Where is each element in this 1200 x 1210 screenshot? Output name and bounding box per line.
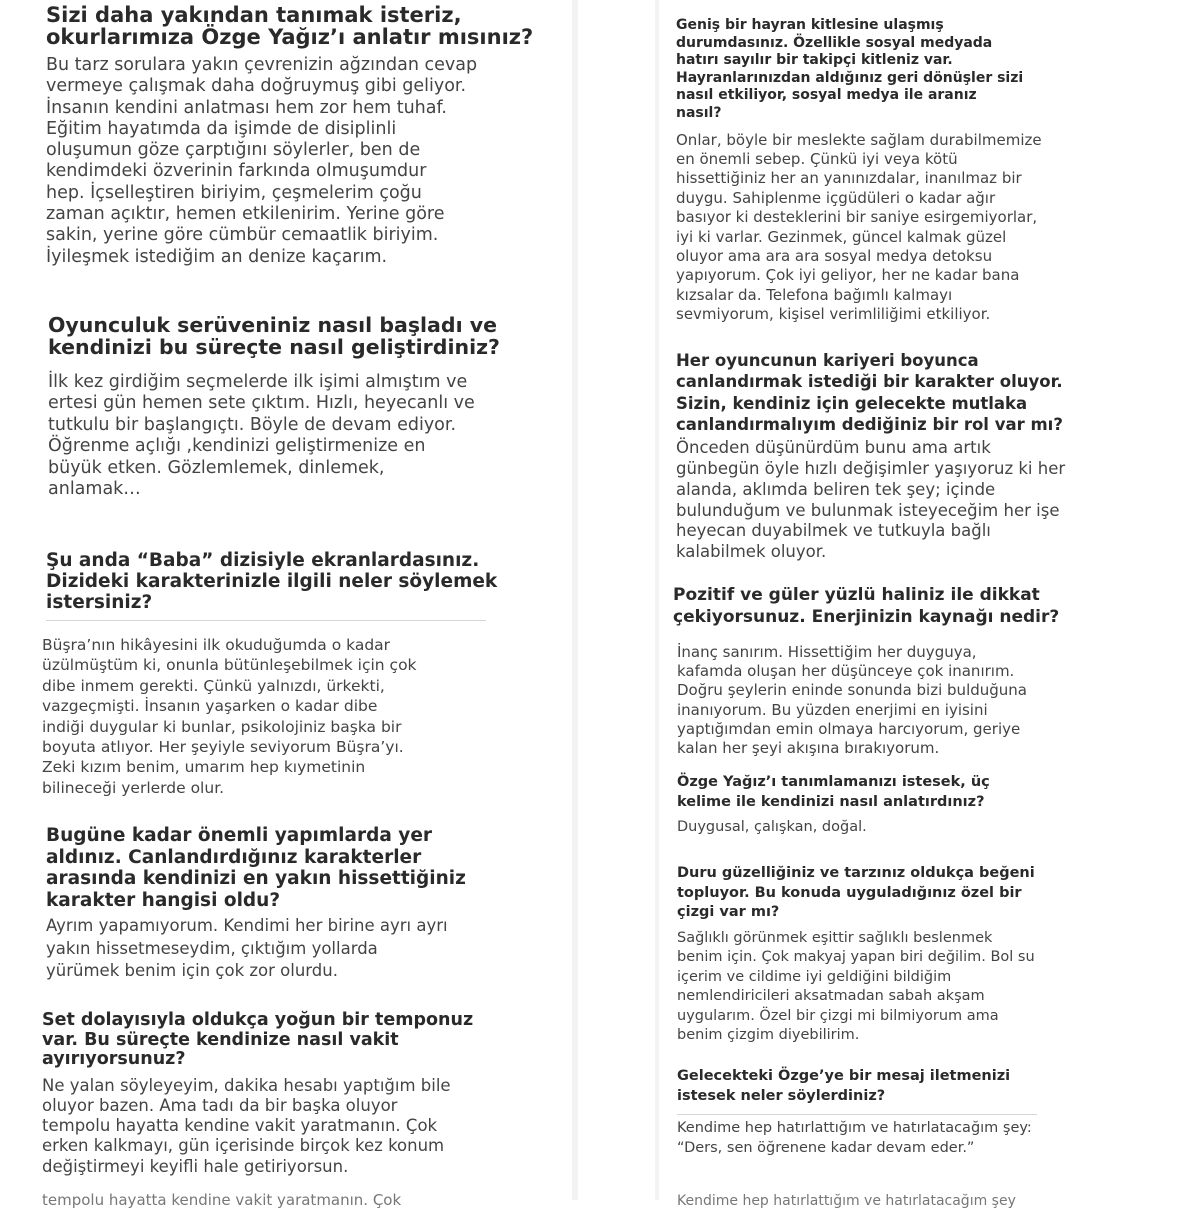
answer-text: Sağlıklı görünmek eşittir sağlıklı beslenmek benim için. Çok makyaj yapan biri değilim. Bol su içerim ve cildime iyi geldiğini bildiğim nemlendiricileri aksatmadan sabah akşam uygularım. Özel bir çizgi mi bilmiyorum ama benim çizgim diyebilirim.: [677, 929, 1035, 1043]
right-qa-5: [677, 864, 1177, 1046]
question-heading: Özge Yağız’ı tanımlamanızı istesek, üç kelime ile kendinizi nasıl anlatırdınız?: [677, 774, 990, 810]
right-qa-2: [676, 350, 1176, 563]
answer-text: Büşra’nın hikâyesini ilk okuduğumda o kadar üzülmüştüm ki, onunla bütünleşebilmek için çok dibe inmem gerekti. Çünkü yalnızdı, ürkekti, vazgeçmişti. İnsanın yaşarken o kadar dibe indiği duygular ki bunlar, psikolojiniz başka bir boyuta atlıyor. Her şeyiyle seviyorum Büşra’yı. Zeki kızım benim, umarım hep kıymetinin bilineceği yerlerde olur.: [42, 636, 417, 797]
left-qa-2: [48, 314, 568, 500]
question-heading: Pozitif ve güler yüzlü haliniz ile dikkat çekiyorsunuz. Enerjinizin kaynağı nedir?: [673, 585, 1060, 627]
right-qa-4: [677, 772, 1177, 837]
answer-text: Kendime hep hatırlattığım ve hatırlatacağım şey: “Ders, sen öğrenene kadar devam eder.”: [677, 1120, 1032, 1156]
question-heading: Set dolayısıyla oldukça yoğun bir temponuz var. Bu süreçte kendinize nasıl vakit ayırıyorsunuz?: [42, 1010, 474, 1069]
right-qa-1: [676, 17, 1176, 325]
divider: [677, 1114, 1037, 1115]
answer-text: Duygusal, çalışkan, doğal.: [677, 819, 867, 835]
answer-text: Önceden düşünürdüm bunu ama artık günbegün öyle hızlı değişimler yaşıyoruz ki her alanda, aklımda beliren tek şey; içinde bulunduğum ve bulunmak isteyeceğim her işe heyecan duyabilmek ve tutkuyla bağlı kalabilmek oluyor.: [676, 438, 1066, 562]
cropped-line-right: Kendime hep hatırlattığım ve hatırlatacağım şey: [677, 1193, 1016, 1209]
divider: [46, 620, 486, 621]
question-heading: Geniş bir hayran kitlesine ulaşmış durumdasınız. Özellikle sosyal medyada hatırı sayılır bir takipçi kitleniz var. Hayranlarınızdan aldığınız geri dönüşler sizi nasıl etkiliyor, sosyal medya ile aranız nasıl?: [676, 17, 1024, 121]
question-heading: Sizi daha yakından tanımak isteriz, okurlarımıza Özge Yağız’ı anlatır mısınız?: [46, 3, 534, 49]
answer-text: Onlar, böyle bir meslekte sağlam durabilmemize en önemli sebep. Çünkü iyi veya kötü hissettiğiniz her an yanınızdalar, inanılmaz bir duygu. Sahiplenme içgüdüleri o kadar ağır basıyor ki desteklerini bir saniye esirgemiyorlar, iyi ki varlar. Gezinmek, güncel kalmak güzel oluyor ama ara ara sosyal medya detoksu yapıyorum. Çok iyi geliyor, her ne kadar bana kızsalar da. Telefona bağımlı kalmayı sevmiyorum, kişisel verimliliğimi etkiliyor.: [676, 130, 1042, 324]
answer-text: Ne yalan söyleyeyim, dakika hesabı yaptığım bile oluyor bazen. Ama tadı da bir başka oluyor tempolu hayatta kendine vakit yaratmanın. Çok erken kalkmayı, gün içerisinde birçok kez konum değiştirmeyi keyifli hale getiriyorsun.: [42, 1075, 451, 1176]
answer-text: Bu tarz sorulara yakın çevrenizin ağzından cevap vermeye çalışmak daha doğruymuş gibi geliyor. İnsanın kendini anlatması hem zor hem tuhaf. Eğitim hayatımda da işimde de disiplinli oluşumun göze çarptığını söylerler, ben de kendimdeki özverinin farkında olmuşumdur hep. İçselleştiren biriyim, çeşmelerim çoğu zaman açıktır, hemen etkilenirim. Yerine göre sakin, yerine göre cümbür cemaatlik biriyim. İyileşmek istediğim an denize kaçarım.: [46, 55, 478, 267]
left-qa-5: [42, 1011, 567, 1177]
question-heading: Bugüne kadar önemli yapımlarda yer aldınız. Canlandırdığınız karakterler arasında kendinizi en yakın hissettiğiniz karakter hangisi oldu?: [46, 825, 466, 911]
left-qa-1: [46, 4, 566, 268]
question-heading: Duru güzelliğiniz ve tarzınız oldukça beğeni topluyor. Bu konuda uyguladığınız özel bir çizgi var mı?: [677, 865, 1035, 920]
question-heading: Şu anda “Baba” dizisiyle ekranlardasınız. Dizideki karakterinizle ilgili neler söylemek istersiniz?: [46, 550, 498, 613]
answer-text: Ayrım yapamıyorum. Kendimi her birine ayrı ayrı yakın hissetmeseydim, çıktığım yollarda yürümek benim için çok zor olurdu.: [46, 916, 448, 980]
right-qa-6: [677, 1066, 1177, 1158]
question-heading: Her oyuncunun kariyeri boyunca canlandırmak istediği bir karakter oluyor. Sizin, kendiniz için gelecekte mutlaka canlandırmalıyım dediğiniz bir rol var mı?: [676, 351, 1063, 434]
answer-text: İnanç sanırım. Hissettiğim her duyguya, kafamda oluşan her düşünceye çok inanırım. Doğru şeylerin eninde sonunda bizi bulduğuna inanıyorum. Bu yüzden enerjimi en iyisini yaptığımdan emin olmaya harcıyorum, geriye kalan her şeyi akışına bırakıyorum.: [677, 643, 1027, 758]
cropped-line-left: tempolu hayatta kendine vakit yaratmanın. Çok: [42, 1191, 402, 1209]
question-heading: Oyunculuk serüveniniz nasıl başladı ve kendinizi bu süreçte nasıl geliştirdiniz?: [48, 313, 500, 359]
left-qa-4: [46, 825, 566, 983]
answer-text: İlk kez girdiğim seçmelerde ilk işimi almıştım ve ertesi gün hemen sete çıktım. Hızlı, heyecanlı ve tutkulu bir başlangıçtı. Böyle de devam ediyor. Öğrenme açlığı ,kendinizi geliştirmenize en büyük etken. Gözlemlemek, dinlemek, anlamak…: [48, 372, 475, 500]
question-heading: Gelecekteki Özge’ye bir mesaj iletmenizi istesek neler söylerdiniz?: [677, 1068, 1011, 1104]
left-qa-3: [42, 550, 566, 798]
right-qa-3: [673, 584, 1173, 758]
